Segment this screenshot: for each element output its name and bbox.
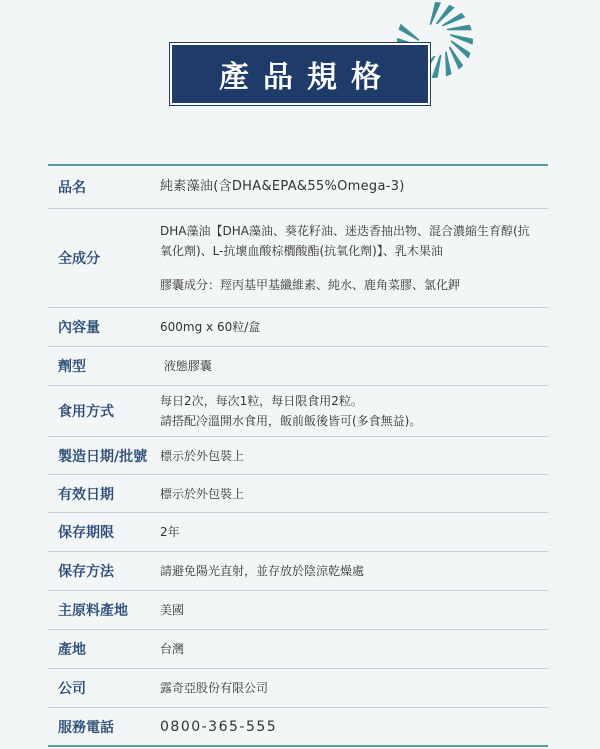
- spec-label: 產地: [58, 642, 86, 658]
- spec-row-shelf-life: [48, 512, 548, 551]
- spec-label: 公司: [58, 681, 86, 697]
- spec-value: 2年: [160, 525, 180, 539]
- spec-value: DHA藻油【DHA藻油、葵花籽油、迷迭香抽出物、混合濃縮生育醇(抗 氧化劑)、L-抗壞血酸棕櫚酸酯(抗氧化劑)】、乳木果油 膠囊成分：羥丙基甲基纖維素、純水、鹿角菜膠、氯化鉀: [160, 224, 530, 292]
- header: [0, 0, 600, 150]
- spec-label: 製造日期/批號: [58, 448, 148, 465]
- spec-row-form: [48, 346, 548, 385]
- spec-row-origin: [48, 629, 548, 668]
- spec-label: 主原料產地: [58, 603, 128, 619]
- spec-label: 品名: [58, 180, 86, 196]
- spec-value: 露奇亞股份有限公司: [160, 681, 269, 695]
- spec-label: 內容量: [58, 320, 100, 336]
- spec-row-company: [48, 668, 548, 707]
- spec-value: 請避免陽光直射，並存放於陰涼乾燥處: [160, 564, 365, 578]
- spec-row-raw-origin: [48, 590, 548, 629]
- spec-label: 劑型: [58, 359, 86, 375]
- spec-value: 美國: [160, 603, 185, 617]
- spec-row-product-name: [48, 166, 548, 208]
- spec-value: 標示於外包裝上: [160, 448, 245, 463]
- page-title: 產品規格: [219, 60, 395, 95]
- spec-table: [48, 164, 548, 747]
- spec-row-phone: [48, 707, 548, 745]
- spec-value: 每日2次，每次1粒，每日限食用2粒。 請搭配冷溫開水食用，飯前飯後皆可(多食無益)。: [160, 394, 422, 428]
- spec-label: 全成分: [58, 251, 100, 267]
- spec-row-storage: [48, 551, 548, 590]
- spec-value: 液態膠囊: [160, 359, 212, 373]
- spec-row-expiry: [48, 474, 548, 512]
- spec-value: 標示於外包裝上: [160, 486, 245, 501]
- spec-row-usage: [48, 385, 548, 436]
- title-banner: [170, 43, 430, 105]
- spec-label: 保存方法: [58, 564, 114, 580]
- spec-value: 600mg x 60粒/盒: [160, 320, 261, 334]
- spec-value: 台灣: [160, 642, 185, 656]
- spec-value: 純素藻油(含DHA&EPA&55%Omega-3): [160, 179, 405, 194]
- spec-label: 服務電話: [58, 719, 114, 736]
- spec-label: 保存期限: [58, 525, 114, 541]
- spec-row-mfg-date: [48, 436, 548, 474]
- spec-label: 有效日期: [58, 486, 114, 503]
- spec-row-content: [48, 307, 548, 346]
- spec-value: 0800-365-555: [160, 718, 278, 735]
- spec-row-ingredients: [48, 208, 548, 307]
- spec-label: 食用方式: [58, 404, 114, 420]
